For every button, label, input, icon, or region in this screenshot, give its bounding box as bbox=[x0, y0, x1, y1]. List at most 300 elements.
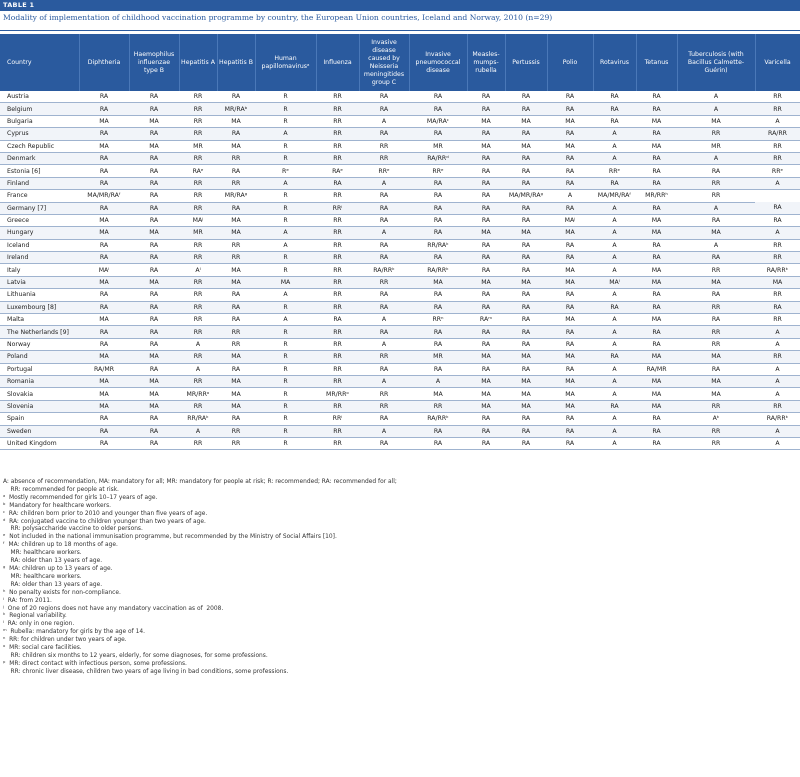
modality-cell: MA bbox=[636, 314, 677, 326]
modality-cell: MR bbox=[409, 140, 467, 152]
modality-cell: RR bbox=[316, 264, 359, 276]
modality-cell: RA bbox=[129, 128, 179, 140]
modality-cell: R bbox=[255, 202, 316, 214]
country-cell: Cyprus bbox=[0, 128, 79, 140]
table-row bbox=[0, 375, 800, 387]
modality-cell: RA bbox=[409, 301, 467, 313]
modality-cell: A bbox=[359, 425, 409, 437]
modality-cell: RA bbox=[505, 239, 547, 251]
modality-cell: RA bbox=[677, 314, 755, 326]
modality-cell: RR bbox=[179, 115, 217, 127]
country-cell: Slovakia bbox=[0, 388, 79, 400]
footnote-line: RR: recommended for people at risk. bbox=[3, 486, 119, 493]
modality-cell: R bbox=[255, 214, 316, 226]
modality-cell: MA bbox=[79, 400, 129, 412]
country-cell: Sweden bbox=[0, 425, 79, 437]
modality-cell: MA bbox=[677, 375, 755, 387]
modality-cell: MA bbox=[636, 400, 677, 412]
modality-cell: MR bbox=[409, 351, 467, 363]
modality-cell: A bbox=[755, 227, 800, 239]
modality-cell: R bbox=[255, 375, 316, 387]
modality-cell: RR bbox=[316, 103, 359, 115]
modality-cell: RA bbox=[467, 91, 505, 103]
modality-cell: RR bbox=[217, 252, 255, 264]
modality-cell: RA bbox=[409, 91, 467, 103]
modality-cell: RA bbox=[129, 177, 179, 189]
modality-cell: RA bbox=[129, 413, 179, 425]
modality-cell: RR bbox=[217, 437, 255, 449]
modality-cell: RR bbox=[316, 140, 359, 152]
modality-cell: MA bbox=[217, 388, 255, 400]
modality-cell: RA bbox=[505, 177, 547, 189]
modality-cell: RA bbox=[359, 289, 409, 301]
modality-cell: MA bbox=[129, 375, 179, 387]
modality-cell: MA bbox=[217, 351, 255, 363]
table-row bbox=[0, 338, 800, 350]
modality-cell: MA bbox=[677, 227, 755, 239]
country-cell: Poland bbox=[0, 351, 79, 363]
modality-cell: R bbox=[255, 91, 316, 103]
modality-cell: MA bbox=[505, 227, 547, 239]
modality-cell: RA bbox=[409, 326, 467, 338]
modality-cell: RR bbox=[316, 289, 359, 301]
table-row bbox=[0, 128, 800, 140]
modality-cell: R bbox=[255, 152, 316, 164]
modality-cell: RRᵉ bbox=[593, 165, 636, 177]
modality-cell: RA bbox=[467, 301, 505, 313]
modality-cell: RR bbox=[677, 425, 755, 437]
footnote-line: RR: polysaccharide vaccine to older persons. bbox=[3, 526, 143, 533]
modality-cell: RA bbox=[129, 425, 179, 437]
modality-cell: Rᵉ bbox=[255, 165, 316, 177]
country-cell: Austria bbox=[0, 91, 79, 103]
column-header: Rotavirus bbox=[593, 34, 636, 91]
modality-cell: MA bbox=[409, 388, 467, 400]
modality-cell: RA bbox=[636, 103, 677, 115]
modality-cell: RA bbox=[505, 152, 547, 164]
modality-cell: RR bbox=[179, 289, 217, 301]
modality-cell: MA bbox=[505, 388, 547, 400]
vaccination-table bbox=[0, 34, 800, 450]
modality-cell: MA bbox=[636, 276, 677, 288]
footnote-line: MR: healthcare workers. bbox=[3, 550, 82, 557]
modality-cell: MA bbox=[467, 140, 505, 152]
modality-cell: RA bbox=[129, 252, 179, 264]
modality-cell: RR bbox=[755, 400, 800, 412]
country-cell: Lithuania bbox=[0, 289, 79, 301]
modality-cell: MAʲ bbox=[547, 214, 593, 226]
modality-cell: RR bbox=[217, 338, 255, 350]
table-row bbox=[0, 177, 800, 189]
modality-cell: MA bbox=[636, 264, 677, 276]
modality-cell: RA bbox=[359, 239, 409, 251]
modality-cell: RA bbox=[217, 165, 255, 177]
modality-cell: RR bbox=[359, 140, 409, 152]
modality-cell: A bbox=[593, 214, 636, 226]
modality-cell: RR bbox=[677, 326, 755, 338]
modality-cell: RA bbox=[129, 165, 179, 177]
modality-cell: RA bbox=[547, 326, 593, 338]
modality-cell: R bbox=[255, 351, 316, 363]
modality-cell: A bbox=[359, 115, 409, 127]
modality-cell: RA bbox=[636, 91, 677, 103]
modality-cell: MA bbox=[636, 227, 677, 239]
country-cell: Estonia [6] bbox=[0, 165, 79, 177]
modality-cell: RA bbox=[79, 425, 129, 437]
modality-cell: A bbox=[179, 338, 217, 350]
modality-cell: MA bbox=[217, 214, 255, 226]
modality-cell: RA/RRᵏ bbox=[755, 413, 800, 425]
modality-cell: RR bbox=[359, 388, 409, 400]
modality-cell: MR/RAᵍ bbox=[217, 190, 255, 202]
column-header: Country bbox=[0, 34, 79, 91]
modality-cell: A bbox=[593, 338, 636, 350]
footnote-line: ᵍ MA: children up to 13 years of age. bbox=[3, 565, 113, 572]
modality-cell: RA bbox=[636, 177, 677, 189]
modality-cell: RR bbox=[316, 252, 359, 264]
modality-cell: RA bbox=[409, 202, 467, 214]
modality-cell: RA bbox=[129, 91, 179, 103]
modality-cell: A bbox=[255, 239, 316, 251]
modality-cell: RR bbox=[179, 91, 217, 103]
modality-cell: A bbox=[677, 202, 755, 214]
modality-cell: RA bbox=[79, 128, 129, 140]
column-header: Haemophilus influenzae type B bbox=[129, 34, 179, 91]
country-cell: Denmark bbox=[0, 152, 79, 164]
modality-cell: A bbox=[593, 239, 636, 251]
modality-cell: RA bbox=[505, 413, 547, 425]
country-cell: France bbox=[0, 190, 79, 202]
modality-cell: A bbox=[755, 338, 800, 350]
modality-cell: RA bbox=[547, 177, 593, 189]
modality-cell: RA bbox=[467, 425, 505, 437]
footnote-line: ᵖ MR: direct contact with infectious person, some professions. bbox=[3, 660, 187, 667]
table-row bbox=[0, 425, 800, 437]
table-row bbox=[0, 326, 800, 338]
modality-cell: RA bbox=[129, 301, 179, 313]
modality-cell: RA bbox=[217, 363, 255, 375]
modality-cell: MA bbox=[505, 400, 547, 412]
modality-cell: MA/MR/RAᶠ bbox=[593, 190, 636, 202]
footnotes bbox=[3, 479, 793, 677]
modality-cell: RA bbox=[636, 301, 677, 313]
modality-cell: RA bbox=[467, 103, 505, 115]
modality-cell: RA bbox=[505, 363, 547, 375]
modality-cell: MA bbox=[467, 388, 505, 400]
modality-cell: RR bbox=[316, 128, 359, 140]
modality-cell: RA bbox=[677, 165, 755, 177]
modality-cell: RR bbox=[217, 425, 255, 437]
modality-cell: RA bbox=[677, 363, 755, 375]
modality-cell: RA bbox=[547, 165, 593, 177]
modality-cell: MA bbox=[636, 214, 677, 226]
modality-cell: RA bbox=[79, 177, 129, 189]
modality-cell: RR bbox=[359, 351, 409, 363]
modality-cell: MA bbox=[505, 375, 547, 387]
modality-cell: RA bbox=[547, 91, 593, 103]
modality-cell: A bbox=[593, 227, 636, 239]
modality-cell: RA bbox=[547, 413, 593, 425]
modality-cell: A bbox=[755, 115, 800, 127]
modality-cell: MA bbox=[547, 351, 593, 363]
modality-cell: RR bbox=[677, 177, 755, 189]
modality-cell: R bbox=[255, 115, 316, 127]
modality-cell: RA bbox=[467, 202, 505, 214]
caption-rule bbox=[0, 30, 800, 31]
country-cell: Finland bbox=[0, 177, 79, 189]
footnote-line: ⁿ RR: for children under two years of age. bbox=[3, 637, 127, 644]
modality-cell: RA bbox=[409, 103, 467, 115]
modality-cell: RA bbox=[547, 363, 593, 375]
modality-cell: RR bbox=[179, 400, 217, 412]
table-row bbox=[0, 437, 800, 449]
modality-cell: MA bbox=[467, 375, 505, 387]
table-row bbox=[0, 351, 800, 363]
modality-cell: RA bbox=[79, 152, 129, 164]
table-row bbox=[0, 165, 800, 177]
modality-cell: RA bbox=[129, 338, 179, 350]
modality-cell: RR bbox=[755, 239, 800, 251]
modality-cell: A bbox=[359, 338, 409, 350]
modality-cell: RA bbox=[79, 338, 129, 350]
modality-cell: RA bbox=[409, 227, 467, 239]
modality-cell: RA bbox=[636, 239, 677, 251]
modality-cell: MA bbox=[79, 227, 129, 239]
modality-cell: MA bbox=[467, 351, 505, 363]
country-cell: Luxembourg [8] bbox=[0, 301, 79, 313]
modality-cell: RR/RAᵏ bbox=[179, 413, 217, 425]
country-cell: Romania bbox=[0, 375, 79, 387]
modality-cell: RA bbox=[636, 202, 677, 214]
country-cell: Portugal bbox=[0, 363, 79, 375]
modality-cell: RA/RRᵏ bbox=[359, 264, 409, 276]
modality-cell: MA bbox=[217, 115, 255, 127]
modality-cell: RR bbox=[755, 91, 800, 103]
modality-cell: RR bbox=[179, 326, 217, 338]
modality-cell: RA bbox=[505, 289, 547, 301]
modality-cell: RA bbox=[505, 214, 547, 226]
modality-cell: RA bbox=[547, 252, 593, 264]
modality-cell: RA bbox=[129, 264, 179, 276]
modality-cell: A bbox=[593, 252, 636, 264]
modality-cell: RA bbox=[755, 214, 800, 226]
modality-cell: MA bbox=[505, 351, 547, 363]
modality-cell: RR bbox=[677, 128, 755, 140]
modality-cell: RA/MR bbox=[636, 363, 677, 375]
modality-cell: A bbox=[547, 190, 593, 202]
country-cell: The Netherlands [9] bbox=[0, 326, 79, 338]
modality-cell: RA/MR bbox=[79, 363, 129, 375]
modality-cell: RR bbox=[316, 351, 359, 363]
table-row bbox=[0, 400, 800, 412]
modality-cell: RR bbox=[316, 338, 359, 350]
modality-cell: R bbox=[255, 103, 316, 115]
modality-cell: RR bbox=[217, 326, 255, 338]
modality-cell: MAʲ bbox=[179, 214, 217, 226]
country-cell: Latvia bbox=[0, 276, 79, 288]
footnote-line: ʲ One of 20 regions does not have any mandatory vaccination as of 2008. bbox=[3, 605, 224, 612]
modality-cell: Aᵏ bbox=[677, 413, 755, 425]
modality-cell: RA bbox=[636, 152, 677, 164]
footnote-line: ᶜ RA: children born prior to 2010 and younger than five years of age. bbox=[3, 510, 208, 517]
modality-cell: R bbox=[255, 264, 316, 276]
modality-cell: MA bbox=[636, 140, 677, 152]
modality-cell: MR/RAᵇ bbox=[217, 103, 255, 115]
modality-cell: MA bbox=[129, 115, 179, 127]
modality-cell: RA bbox=[79, 413, 129, 425]
table-header-row bbox=[0, 34, 800, 91]
modality-cell: RR bbox=[316, 190, 359, 202]
modality-cell: RA bbox=[129, 152, 179, 164]
modality-cell: RA bbox=[359, 252, 409, 264]
modality-cell: RA bbox=[79, 252, 129, 264]
modality-cell: MA bbox=[636, 375, 677, 387]
modality-cell: MA bbox=[79, 115, 129, 127]
modality-cell: RR bbox=[677, 190, 755, 202]
modality-cell: RA bbox=[547, 128, 593, 140]
modality-cell: A bbox=[179, 363, 217, 375]
modality-cell: RA/RRᵏ bbox=[409, 264, 467, 276]
table-row bbox=[0, 239, 800, 251]
country-cell: Iceland bbox=[0, 239, 79, 251]
modality-cell: MA bbox=[636, 388, 677, 400]
modality-cell: R bbox=[255, 301, 316, 313]
modality-cell: RA bbox=[217, 301, 255, 313]
modality-cell: RR bbox=[316, 363, 359, 375]
modality-cell: RR bbox=[316, 437, 359, 449]
modality-cell: RA bbox=[359, 128, 409, 140]
modality-cell: RA bbox=[505, 103, 547, 115]
modality-cell: RA bbox=[505, 128, 547, 140]
table-row bbox=[0, 388, 800, 400]
modality-cell: RA bbox=[593, 177, 636, 189]
modality-cell: RA bbox=[755, 202, 800, 214]
modality-cell: MA bbox=[677, 351, 755, 363]
modality-cell: RR bbox=[179, 239, 217, 251]
modality-cell: RA bbox=[505, 301, 547, 313]
table-row bbox=[0, 413, 800, 425]
modality-cell: RA bbox=[547, 338, 593, 350]
modality-cell: RR bbox=[677, 338, 755, 350]
modality-cell: RA bbox=[79, 289, 129, 301]
country-cell: Bulgaria bbox=[0, 115, 79, 127]
modality-cell: RA bbox=[129, 314, 179, 326]
modality-cell: RA bbox=[79, 437, 129, 449]
modality-cell: MA bbox=[129, 227, 179, 239]
modality-cell: RA bbox=[593, 103, 636, 115]
modality-cell: RR bbox=[316, 91, 359, 103]
modality-cell: RR bbox=[217, 177, 255, 189]
modality-cell: A bbox=[593, 289, 636, 301]
country-cell: Germany [7] bbox=[0, 202, 79, 214]
modality-cell: A bbox=[593, 314, 636, 326]
country-cell: Italy bbox=[0, 264, 79, 276]
footnote-line: ˡ RA: only in one region. bbox=[3, 621, 75, 628]
modality-cell: RA bbox=[129, 437, 179, 449]
modality-cell: RA bbox=[636, 289, 677, 301]
modality-cell: RA bbox=[217, 314, 255, 326]
modality-cell: MA bbox=[129, 388, 179, 400]
table-row bbox=[0, 252, 800, 264]
modality-cell: RA bbox=[467, 177, 505, 189]
modality-cell: RR/RAᵏ bbox=[409, 239, 467, 251]
modality-cell: RA bbox=[467, 239, 505, 251]
modality-cell: A bbox=[255, 227, 316, 239]
modality-cell: RA bbox=[79, 165, 129, 177]
modality-cell: RR bbox=[677, 264, 755, 276]
modality-cell: RA bbox=[217, 128, 255, 140]
modality-cell: A bbox=[677, 239, 755, 251]
modality-cell: A bbox=[593, 388, 636, 400]
modality-cell: RR bbox=[217, 152, 255, 164]
modality-cell: RA bbox=[409, 437, 467, 449]
modality-cell: RA bbox=[359, 437, 409, 449]
modality-cell: A bbox=[255, 314, 316, 326]
modality-cell: RRⁱ bbox=[316, 202, 359, 214]
country-cell: Czech Republic bbox=[0, 140, 79, 152]
table-row bbox=[0, 314, 800, 326]
modality-cell: A bbox=[255, 177, 316, 189]
modality-cell: MA bbox=[636, 115, 677, 127]
modality-cell: MA bbox=[547, 276, 593, 288]
modality-cell: RA bbox=[467, 289, 505, 301]
country-cell: Ireland bbox=[0, 252, 79, 264]
modality-cell: MR/RRᵒ bbox=[179, 388, 217, 400]
modality-cell: MA bbox=[547, 375, 593, 387]
modality-cell: RR bbox=[316, 326, 359, 338]
table-row bbox=[0, 115, 800, 127]
modality-cell: RA bbox=[359, 103, 409, 115]
footnote-line: ᵏ Regional variability. bbox=[3, 613, 67, 620]
modality-cell: RA bbox=[79, 301, 129, 313]
footnote-line: ᵈ RA: conjugated vaccine to children younger than two years of age. bbox=[3, 518, 206, 525]
column-header: Diphtheria bbox=[79, 34, 129, 91]
modality-cell: RAᵉ bbox=[316, 165, 359, 177]
modality-cell: RA bbox=[467, 338, 505, 350]
modality-cell: MA bbox=[217, 140, 255, 152]
country-cell: Spain bbox=[0, 413, 79, 425]
modality-cell: RAᵉ bbox=[179, 165, 217, 177]
modality-cell: A bbox=[179, 425, 217, 437]
modality-cell: MR/RRʰ bbox=[636, 190, 677, 202]
modality-cell: RA bbox=[593, 301, 636, 313]
modality-cell: A bbox=[593, 425, 636, 437]
modality-cell: RA bbox=[467, 165, 505, 177]
modality-cell: RA bbox=[593, 400, 636, 412]
modality-cell: A bbox=[593, 140, 636, 152]
modality-cell: RR bbox=[316, 227, 359, 239]
modality-cell: RR bbox=[316, 115, 359, 127]
modality-cell: MA bbox=[547, 227, 593, 239]
modality-cell: MA bbox=[467, 227, 505, 239]
modality-cell: A bbox=[593, 413, 636, 425]
footnote-line: ⁱ RA: from 2011. bbox=[3, 597, 52, 604]
column-header: Polio bbox=[547, 34, 593, 91]
modality-cell: RA bbox=[505, 314, 547, 326]
modality-cell: A bbox=[255, 289, 316, 301]
modality-cell: RR bbox=[316, 301, 359, 313]
modality-cell: RR bbox=[359, 152, 409, 164]
modality-cell: MA bbox=[79, 314, 129, 326]
modality-cell: RA bbox=[547, 202, 593, 214]
modality-cell: RR bbox=[179, 103, 217, 115]
country-cell: Slovenia bbox=[0, 400, 79, 412]
modality-cell: A bbox=[409, 375, 467, 387]
table-row bbox=[0, 363, 800, 375]
modality-cell: MR bbox=[677, 140, 755, 152]
modality-cell: A bbox=[593, 264, 636, 276]
modality-cell: RA bbox=[677, 214, 755, 226]
